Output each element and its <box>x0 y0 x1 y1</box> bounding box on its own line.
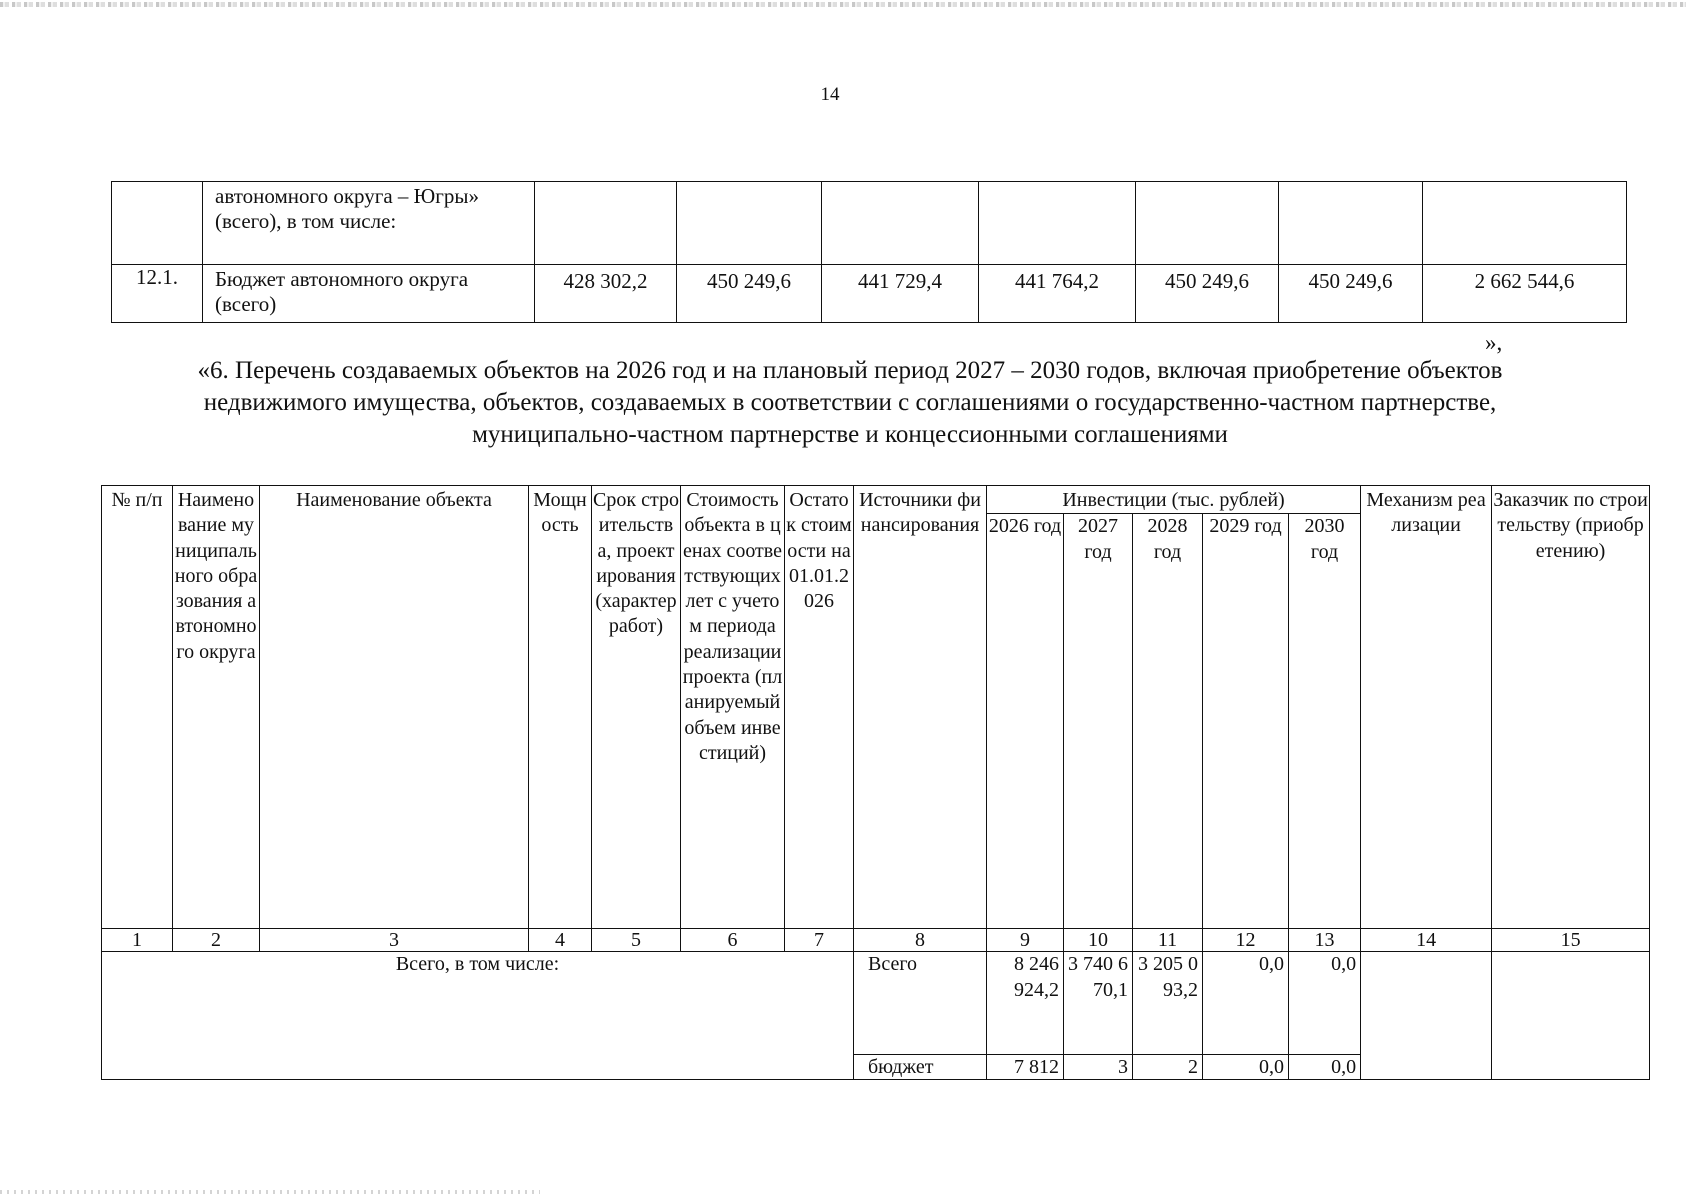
table-header-row <box>102 486 1650 514</box>
row-value: 450 249,6 <box>1279 265 1423 323</box>
table-row <box>102 952 1650 1055</box>
row-value <box>1136 182 1279 265</box>
column-number: 6 <box>681 929 785 952</box>
row-value: 450 249,6 <box>1136 265 1279 323</box>
row-number <box>112 182 203 265</box>
column-number: 7 <box>785 929 854 952</box>
column-number: 12 <box>1203 929 1289 952</box>
row-value <box>1279 182 1423 265</box>
table-row <box>112 265 1627 323</box>
investment-value: 7 812 <box>987 1055 1064 1080</box>
row-value <box>677 182 822 265</box>
row-value <box>535 182 677 265</box>
header-num: № п/п <box>102 486 173 929</box>
budget-continuation-table <box>111 181 1627 323</box>
column-number: 5 <box>592 929 681 952</box>
row-value <box>822 182 979 265</box>
investment-value: 3 740 670,1 <box>1064 952 1133 1055</box>
row-value: 2 662 544,6 <box>1423 265 1627 323</box>
column-number-row <box>102 929 1650 952</box>
column-number: 1 <box>102 929 173 952</box>
header-term: Срок строительства, проектирования (характер работ) <box>592 486 681 929</box>
row-name: Бюджет автономного округа (всего) <box>203 265 535 323</box>
row-value: 441 729,4 <box>822 265 979 323</box>
row-number: 12.1. <box>112 265 203 323</box>
investment-value: 3 205 093,2 <box>1133 952 1203 1055</box>
scan-edge-bottom <box>0 1190 540 1194</box>
objects-table <box>101 485 1650 1080</box>
column-number: 3 <box>260 929 529 952</box>
header-remaining: Остаток стоимости на 01.01.2026 <box>785 486 854 929</box>
row-value: 441 764,2 <box>979 265 1136 323</box>
total-label: Всего, в том числе: <box>102 952 854 1080</box>
header-customer: Заказчик по строительству (приобретению) <box>1492 486 1650 929</box>
table-row <box>112 182 1627 265</box>
investment-value: 0,0 <box>1203 1055 1289 1080</box>
row-value: 450 249,6 <box>677 265 822 323</box>
header-year: 2030 год <box>1289 514 1361 929</box>
source-label: Всего <box>854 952 987 1055</box>
header-investments: Инвестиции (тыс. рублей) <box>987 486 1361 514</box>
header-sources: Источники финансирования <box>854 486 987 929</box>
mechanism-cell <box>1361 952 1492 1080</box>
column-number: 11 <box>1133 929 1203 952</box>
header-object-name: Наименование объекта <box>260 486 529 929</box>
source-label: бюджет <box>854 1055 987 1080</box>
header-year: 2029 год <box>1203 514 1289 929</box>
column-number: 14 <box>1361 929 1492 952</box>
investment-value: 0,0 <box>1203 952 1289 1055</box>
row-value <box>1423 182 1627 265</box>
column-number: 13 <box>1289 929 1361 952</box>
column-number: 8 <box>854 929 987 952</box>
column-number: 4 <box>529 929 592 952</box>
row-value <box>979 182 1136 265</box>
customer-cell <box>1492 952 1650 1080</box>
column-number: 10 <box>1064 929 1133 952</box>
header-cost: Стоимость объекта в ценах соответствующих лет с учетом периода реализации проекта (планируемый объем инвестиций) <box>681 486 785 929</box>
header-year: 2028 год <box>1133 514 1203 929</box>
section-heading: «6. Перечень создаваемых объектов на 2026 год и на плановый период 2027 – 2030 годов, включая приобретение объектов недвижимого имущества, объектов, создаваемых в соответствии с соглашениями о государственно-частном партнерстве, муниципально-частном партнерстве и концессионными соглашениями <box>197 357 1503 448</box>
row-value: 428 302,2 <box>535 265 677 323</box>
closing-quote: », <box>1485 330 1503 355</box>
investment-value: 8 246 924,2 <box>987 952 1064 1055</box>
column-number: 2 <box>173 929 260 952</box>
column-number: 9 <box>987 929 1064 952</box>
column-number: 15 <box>1492 929 1650 952</box>
header-municipality: Наименование муниципального образования автономного округа <box>173 486 260 929</box>
investment-value: 3 <box>1064 1055 1133 1080</box>
page-number: 14 <box>820 84 840 105</box>
investment-value: 2 <box>1133 1055 1203 1080</box>
header-year: 2026 год <box>987 514 1064 929</box>
row-name: автономного округа – Югры» (всего), в том числе: <box>203 182 535 265</box>
header-year: 2027 год <box>1064 514 1133 929</box>
scan-edge-top <box>0 2 1686 7</box>
header-mechanism: Механизм реализации <box>1361 486 1492 929</box>
investment-value: 0,0 <box>1289 1055 1361 1080</box>
investment-value: 0,0 <box>1289 952 1361 1055</box>
header-capacity: Мощность <box>529 486 592 929</box>
